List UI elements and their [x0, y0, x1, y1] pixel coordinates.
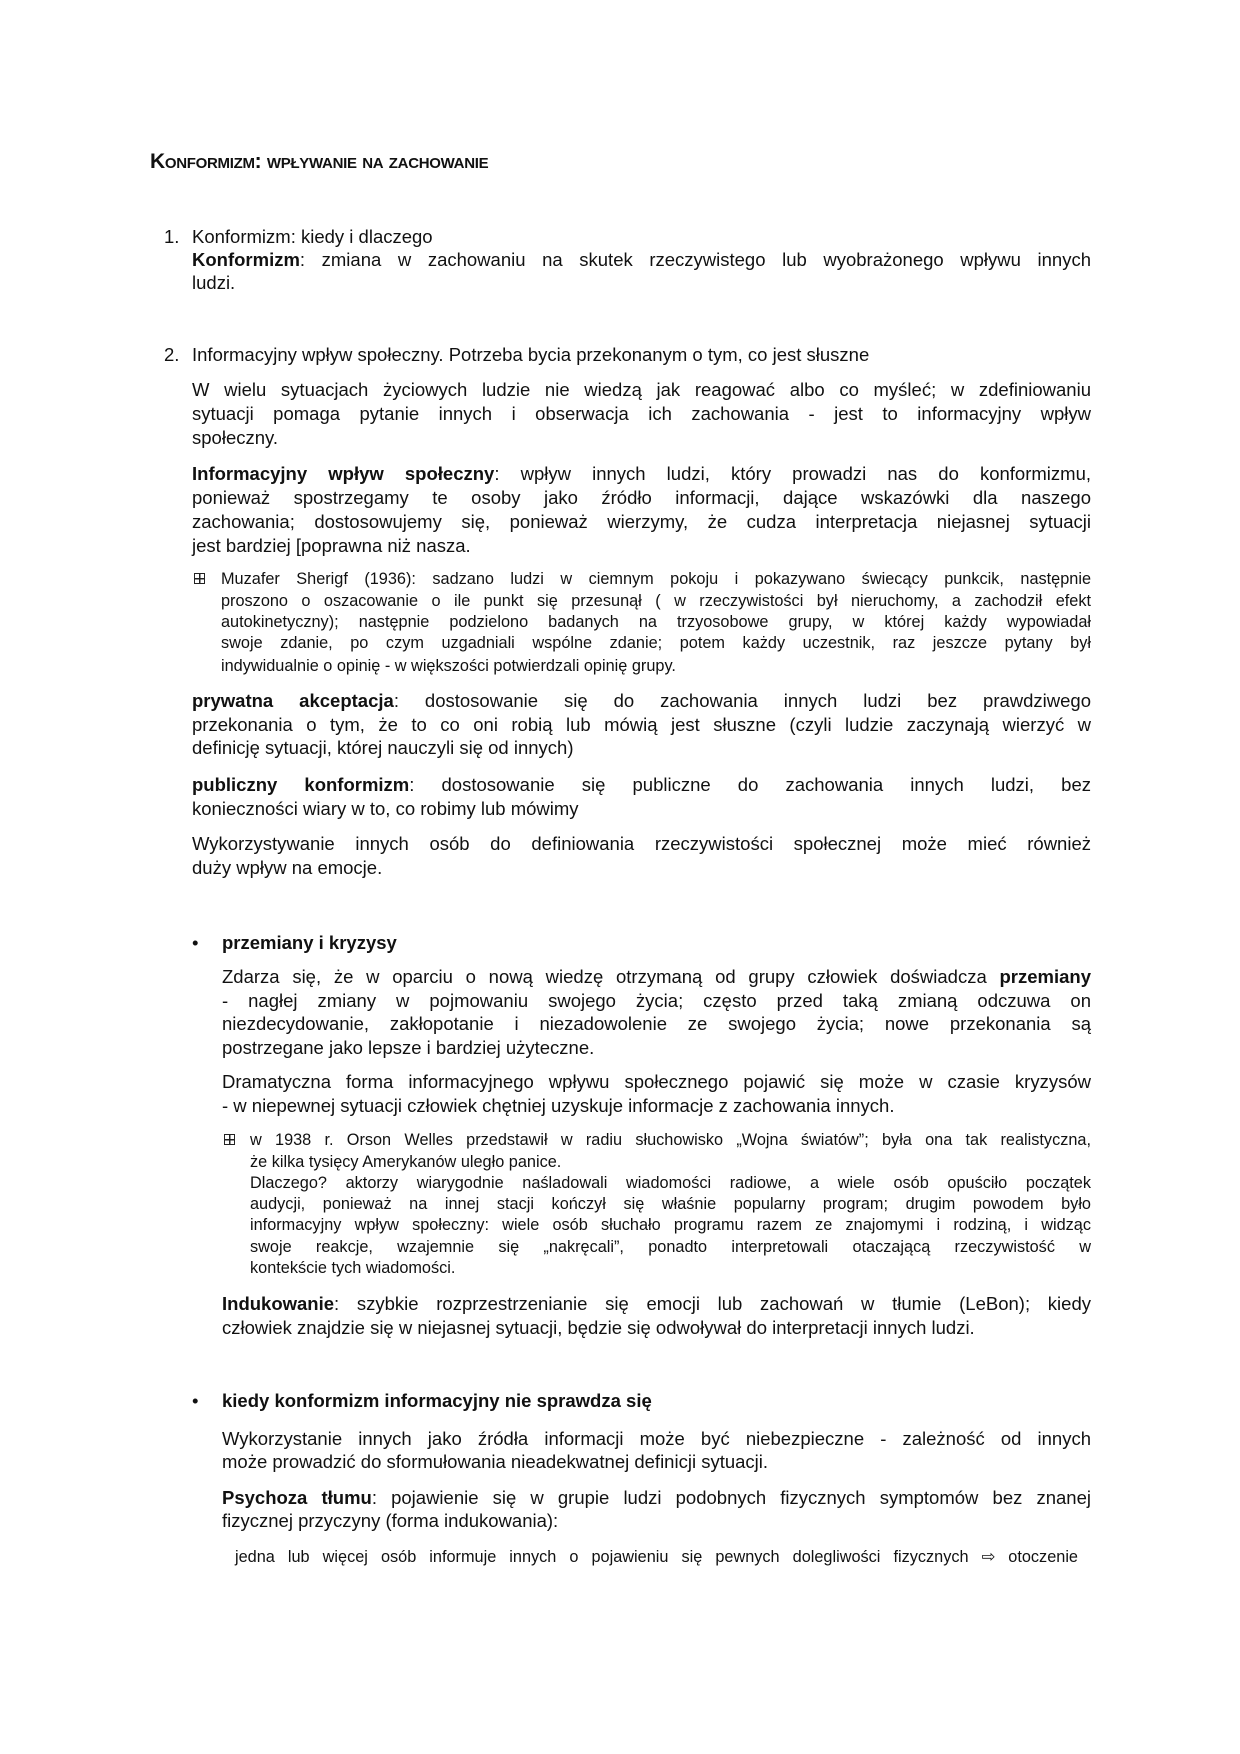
text-line	[192, 462, 1091, 486]
line-text: : zmiana w zachowaniu na skutek rzeczywistego lub wyobrażonego wpływu innych	[299, 249, 1091, 270]
text-line	[222, 1070, 1091, 1094]
text-line	[192, 713, 1091, 737]
text-line	[250, 1194, 1091, 1215]
line-text: : dostosowanie się publiczne do zachowania innych ludzi, bez	[409, 774, 1091, 795]
line-text: swoje reakcje, wzajemnie się „nakręcali”, ponadto interpretowali otaczającą rzeczywistość w	[250, 1237, 1091, 1256]
line-text: może prowadzić do sformułowania nieadekwatnej definicji sytuacji.	[222, 1451, 769, 1472]
line-text: przekonania o tym, że to co oni robią lub mówią jest słuszne (czyli ludzie zaczynają wierzyć w	[192, 714, 1091, 735]
text-line	[250, 1173, 1091, 1194]
text-line	[222, 931, 1091, 955]
text-line	[222, 989, 1091, 1013]
line-text: zachowania; dostosowujemy się, ponieważ wierzymy, że cudza interpretacja niejasnej sytuacji	[192, 511, 1091, 532]
line-text: ludzi.	[192, 272, 236, 293]
text-line	[250, 1258, 1091, 1279]
text-line	[221, 656, 1091, 677]
text-line	[221, 612, 1091, 633]
line-text: postrzegane jako lepsze i bardziej użyteczne.	[222, 1037, 595, 1058]
text-line	[192, 402, 1091, 426]
text-line	[222, 1094, 1091, 1118]
text-line	[192, 856, 1091, 880]
bullet-icon: •	[192, 932, 199, 953]
bold-term: Indukowanie	[222, 1293, 335, 1314]
line-text: społeczny.	[192, 427, 279, 448]
text-line	[222, 1427, 1091, 1451]
line-text: : wpływ innych ludzi, który prowadzi nas do konformizmu,	[494, 463, 1091, 484]
line-text: informacyjny wpływ społeczny: wiele osób słuchało programu razem ze znajomymi i rodziną, i widząc	[250, 1215, 1091, 1234]
text-line	[222, 1389, 1091, 1413]
text-line	[250, 1237, 1091, 1258]
text-line	[192, 486, 1091, 510]
grid-bullet-icon	[224, 1134, 235, 1145]
line-text: niezdecydowanie, zakłopotanie i niezadowolenie ze swojego życia; nowe przekonania są	[222, 1013, 1091, 1034]
page-title: Konformizm: wpływanie na zachowanie	[150, 150, 489, 173]
text-line	[250, 1152, 1091, 1173]
grid-bullet-icon	[194, 573, 205, 584]
line-text: : pojawienie się w grupie ludzi podobnych fizycznych symptomów bez znanej	[371, 1487, 1091, 1508]
line-text: Dlaczego? aktorzy wiarygodnie naśladowali wiadomości radiowe, a wiele osób opuściło początek	[250, 1173, 1091, 1192]
line-text: kontekście tych wiadomości.	[250, 1258, 456, 1277]
text-line	[192, 378, 1091, 402]
text-line	[192, 832, 1091, 856]
line-text: - w niepewnej sytuacji człowiek chętniej uzyskuje informacje z zachowania innych.	[222, 1095, 895, 1116]
list-number: 2.	[164, 344, 180, 365]
text-line	[192, 510, 1091, 534]
text-line	[222, 1316, 1091, 1340]
line-text: Informacyjny wpływ społeczny. Potrzeba bycia przekonanym o tym, co jest słuszne	[192, 344, 870, 365]
bold-term: przemiany	[999, 966, 1091, 987]
line-text: duży wpływ na emocje.	[192, 857, 383, 878]
line-text: Wykorzystanie innych jako źródła informacji może być niebezpieczne - zależność od innych	[222, 1428, 1091, 1449]
line-text: jedna lub więcej osób informuje innych o pojawieniu się pewnych dolegliwości fizycznych ⇨ otoczenie	[235, 1547, 1078, 1566]
text-line	[192, 225, 1091, 249]
line-text: jest bardziej [poprawna niż nasza.	[192, 535, 471, 556]
text-line	[192, 773, 1091, 797]
text-line	[222, 1036, 1091, 1060]
text-line	[250, 1215, 1091, 1236]
line-text: indywidualnie o opinię - w większości potwierdzali opinię grupy.	[221, 656, 676, 675]
bold-term: Konformizm	[192, 249, 300, 270]
text-line	[192, 271, 1091, 295]
line-text: Muzafer Sherigf (1936): sadzano ludzi w ciemnym pokoju i pokazywano świecący punkcik, następnie	[221, 569, 1091, 588]
text-line	[222, 965, 1091, 989]
text-line	[192, 797, 1091, 821]
line-text: - nagłej zmiany w pojmowaniu swojego życia; często przed taką zmianą odczuwa on	[222, 990, 1091, 1011]
line-text: w 1938 r. Orson Welles przedstawił w radiu słuchowisko „Wojna światów”; była ona tak realistyczna,	[250, 1130, 1091, 1149]
text-line	[222, 1012, 1091, 1036]
line-text: Dramatyczna forma informacyjnego wpływu społecznego pojawić się może w czasie kryzysów	[222, 1071, 1091, 1092]
line-text: ponieważ spostrzegamy te osoby jako źródło informacji, dające wskazówki dla naszego	[192, 487, 1091, 508]
text-line	[222, 1292, 1091, 1316]
line-text: proszono o oszacowanie o ile punkt się przesunął ( w rzeczywistości był nieruchomy, a zachodził efekt	[221, 591, 1091, 610]
line-text: autokinetyczny); następnie podzielono badanych na trzyosobowe grupy, w której każdy wypowiadał	[221, 612, 1091, 631]
line-text: Zdarza się, że w oparciu o nową wiedzę otrzymaną od grupy człowiek doświadcza	[222, 966, 1000, 987]
line-text: Wykorzystywanie innych osób do definiowania rzeczywistości społecznej może mieć również	[192, 833, 1091, 854]
line-text: człowiek znajdzie się w niejasnej sytuacji, będzie się odwoływał do interpretacji innych ludzi.	[222, 1317, 975, 1338]
text-line	[192, 426, 1091, 450]
text-line	[192, 343, 1091, 367]
bullet-icon: •	[192, 1390, 199, 1411]
text-line	[250, 1130, 1091, 1151]
line-text: audycji, ponieważ na innej stacji kończył się właśnie popularny program; drugim powodem było	[250, 1194, 1091, 1213]
text-line	[192, 534, 1091, 558]
bold-term: Psychoza tłumu	[222, 1487, 372, 1508]
text-line	[221, 591, 1091, 612]
list-number: 1.	[164, 226, 180, 247]
line-text: konieczności wiary w to, co robimy lub mówimy	[192, 798, 579, 819]
line-text: definicję sytuacji, której nauczyli się od innych)	[192, 737, 574, 758]
line-text: swoje zdanie, po czym uzgadniali wspólne zdanie; potem każdy uczestnik, raz jeszcze pytany był	[221, 633, 1091, 652]
line-text: Konformizm: kiedy i dlaczego	[192, 226, 433, 247]
line-text: : dostosowanie się do zachowania innych ludzi bez prawdziwego	[393, 690, 1092, 711]
bold-term: Informacyjny wpływ społeczny	[192, 463, 495, 484]
text-line	[222, 1509, 1091, 1533]
bold-term: prywatna akceptacja	[192, 690, 394, 711]
text-line	[192, 736, 1091, 760]
line-text: : szybkie rozprzestrzenianie się emocji lub zachowań w tłumie (LeBon); kiedy	[334, 1293, 1091, 1314]
bold-term: publiczny konformizm	[192, 774, 410, 795]
text-line	[222, 1450, 1091, 1474]
text-line	[222, 1486, 1091, 1510]
bold-term: kiedy konformizm informacyjny nie sprawdza się	[222, 1390, 652, 1411]
text-line	[221, 633, 1091, 654]
line-text: że kilka tysięcy Amerykanów uległo panice.	[250, 1152, 562, 1171]
text-line	[221, 569, 1091, 590]
bold-term: przemiany i kryzysy	[222, 932, 397, 953]
text-line	[235, 1547, 1078, 1568]
line-text: fizycznej przyczyny (forma indukowania):	[222, 1510, 559, 1531]
text-line	[192, 248, 1091, 272]
line-text: W wielu sytuacjach życiowych ludzie nie wiedzą jak reagować albo co myśleć; w zdefiniowaniu	[192, 379, 1091, 400]
line-text: sytuacji pomaga pytanie innych i obserwacja ich zachowania - jest to informacyjny wpływ	[192, 403, 1091, 424]
text-line	[192, 689, 1091, 713]
